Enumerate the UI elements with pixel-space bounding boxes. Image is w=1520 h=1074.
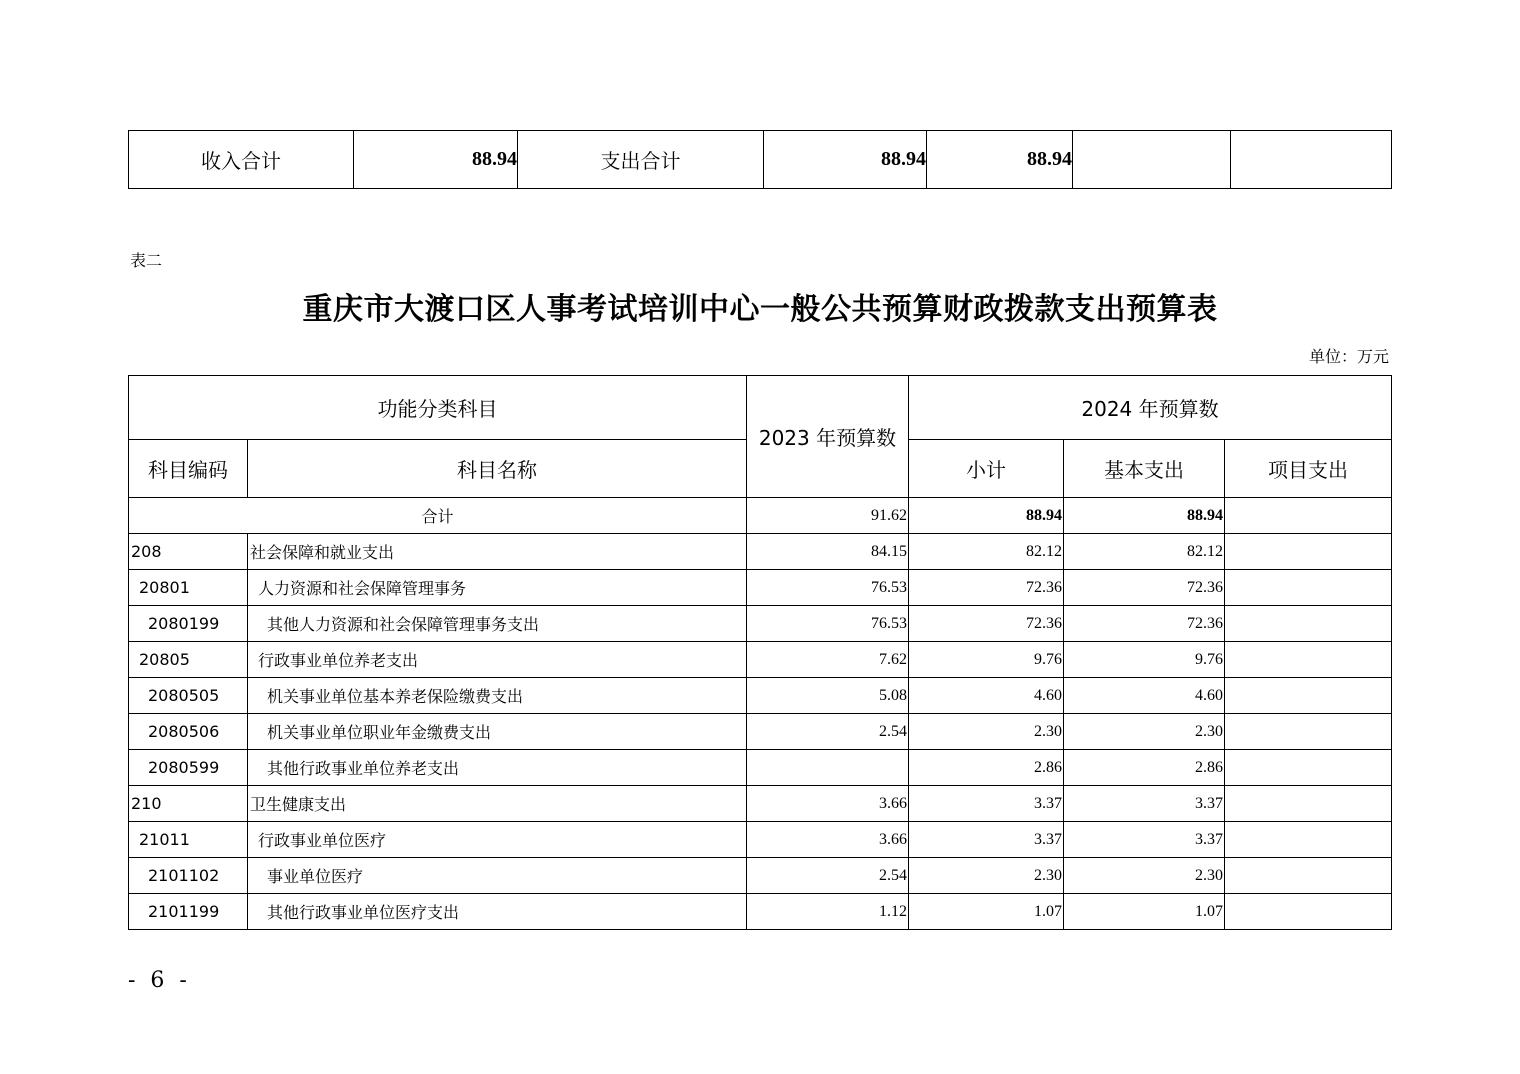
subtotal-value: 82.12 xyxy=(909,534,1064,570)
subtotal-value: 72.36 xyxy=(909,570,1064,606)
table-row xyxy=(129,642,1392,678)
budget-2023-value: 2.54 xyxy=(747,858,909,894)
subject-code: 2080505 xyxy=(129,678,248,714)
subject-code: 2101199 xyxy=(129,894,248,930)
total-subtotal: 88.94 xyxy=(909,498,1064,534)
expense-total-label: 支出合计 xyxy=(518,131,764,189)
table-number: 表二 xyxy=(130,251,163,270)
subtotal-value: 2.30 xyxy=(909,714,1064,750)
subject-name: 人力资源和社会保障管理事务 xyxy=(248,570,747,606)
subtotal-value: 2.30 xyxy=(909,858,1064,894)
basic-expense-value: 72.36 xyxy=(1064,606,1225,642)
table-row xyxy=(129,714,1392,750)
project-expense-value xyxy=(1225,714,1392,750)
subject-name: 其他行政事业单位养老支出 xyxy=(248,750,747,786)
basic-expense-value: 72.36 xyxy=(1064,570,1225,606)
summary-row xyxy=(129,131,1392,189)
budget-2023-value xyxy=(747,750,909,786)
subtotal-value: 9.76 xyxy=(909,642,1064,678)
subject-name: 卫生健康支出 xyxy=(248,786,747,822)
code-header: 科目编码 xyxy=(129,440,248,498)
basic-expense-value: 9.76 xyxy=(1064,642,1225,678)
basic-expense-value: 4.60 xyxy=(1064,678,1225,714)
project-expense-value xyxy=(1225,678,1392,714)
total-project xyxy=(1225,498,1392,534)
budget-2023-value: 3.66 xyxy=(747,822,909,858)
header-row-1 xyxy=(129,376,1392,440)
subject-code: 2080599 xyxy=(129,750,248,786)
expense-total-value: 88.94 xyxy=(764,131,927,189)
subject-code: 210 xyxy=(129,786,248,822)
budget-2023-header: 2023 年预算数 xyxy=(747,376,909,498)
subject-name: 行政事业单位养老支出 xyxy=(248,642,747,678)
name-header: 科目名称 xyxy=(248,440,747,498)
functional-category-header: 功能分类科目 xyxy=(129,376,747,440)
subtotal-value: 72.36 xyxy=(909,606,1064,642)
project-expense-value xyxy=(1225,858,1392,894)
table-row xyxy=(129,786,1392,822)
table-row xyxy=(129,822,1392,858)
table-row xyxy=(129,894,1392,930)
basic-expense-value: 2.30 xyxy=(1064,858,1225,894)
basic-expense-value: 82.12 xyxy=(1064,534,1225,570)
budget-2023-value: 2.54 xyxy=(747,714,909,750)
total-row xyxy=(129,498,1392,534)
subject-name: 行政事业单位医疗 xyxy=(248,822,747,858)
budget-2023-value: 5.08 xyxy=(747,678,909,714)
project-expense-header: 项目支出 xyxy=(1225,440,1392,498)
subtotal-value: 2.86 xyxy=(909,750,1064,786)
page-number: - 6 - xyxy=(128,968,191,993)
budget-2023-value: 3.66 xyxy=(747,786,909,822)
basic-expense-value: 3.37 xyxy=(1064,786,1225,822)
income-total-value: 88.94 xyxy=(354,131,518,189)
project-expense-value xyxy=(1225,534,1392,570)
table-row xyxy=(129,858,1392,894)
budget-2024-header: 2024 年预算数 xyxy=(909,376,1392,440)
budget-table xyxy=(128,375,1392,930)
budget-2023-value: 1.12 xyxy=(747,894,909,930)
basic-expense-value: 1.07 xyxy=(1064,894,1225,930)
basic-expense-value: 2.30 xyxy=(1064,714,1225,750)
subtotal-header: 小计 xyxy=(909,440,1064,498)
subject-name: 事业单位医疗 xyxy=(248,858,747,894)
subtotal-value: 3.37 xyxy=(909,786,1064,822)
subject-code: 2101102 xyxy=(129,858,248,894)
basic-expense-value: 3.37 xyxy=(1064,822,1225,858)
budget-2023-value: 76.53 xyxy=(747,606,909,642)
project-expense-value xyxy=(1225,786,1392,822)
subject-code: 20805 xyxy=(129,642,248,678)
empty-cell xyxy=(1073,131,1231,189)
subject-code: 208 xyxy=(129,534,248,570)
subject-name: 其他人力资源和社会保障管理事务支出 xyxy=(248,606,747,642)
total-budget-2023: 91.62 xyxy=(747,498,909,534)
project-expense-value xyxy=(1225,642,1392,678)
budget-2023-value: 7.62 xyxy=(747,642,909,678)
project-expense-value xyxy=(1225,822,1392,858)
subject-code: 20801 xyxy=(129,570,248,606)
table-row xyxy=(129,678,1392,714)
subtotal-value: 1.07 xyxy=(909,894,1064,930)
total-label: 合计 xyxy=(129,498,747,534)
table-row xyxy=(129,750,1392,786)
project-expense-value xyxy=(1225,750,1392,786)
project-expense-value xyxy=(1225,606,1392,642)
expense-total-value-2: 88.94 xyxy=(927,131,1073,189)
subject-name: 机关事业单位基本养老保险缴费支出 xyxy=(248,678,747,714)
subject-name: 机关事业单位职业年金缴费支出 xyxy=(248,714,747,750)
page-title: 重庆市大渡口区人事考试培训中心一般公共预算财政拨款支出预算表 xyxy=(302,292,1218,327)
income-total-label: 收入合计 xyxy=(129,131,354,189)
table-row xyxy=(129,534,1392,570)
basic-expense-value: 2.86 xyxy=(1064,750,1225,786)
project-expense-value xyxy=(1225,894,1392,930)
subject-code: 21011 xyxy=(129,822,248,858)
summary-table xyxy=(128,130,1392,189)
subtotal-value: 4.60 xyxy=(909,678,1064,714)
subject-code: 2080199 xyxy=(129,606,248,642)
total-basic: 88.94 xyxy=(1064,498,1225,534)
empty-cell xyxy=(1231,131,1392,189)
subject-name: 社会保障和就业支出 xyxy=(248,534,747,570)
budget-2023-value: 84.15 xyxy=(747,534,909,570)
table-row xyxy=(129,606,1392,642)
subject-code: 2080506 xyxy=(129,714,248,750)
subtotal-value: 3.37 xyxy=(909,822,1064,858)
table-row xyxy=(129,570,1392,606)
budget-2023-value: 76.53 xyxy=(747,570,909,606)
subject-name: 其他行政事业单位医疗支出 xyxy=(248,894,747,930)
basic-expense-header: 基本支出 xyxy=(1064,440,1225,498)
project-expense-value xyxy=(1225,570,1392,606)
unit-label: 单位：万元 xyxy=(1308,347,1389,366)
